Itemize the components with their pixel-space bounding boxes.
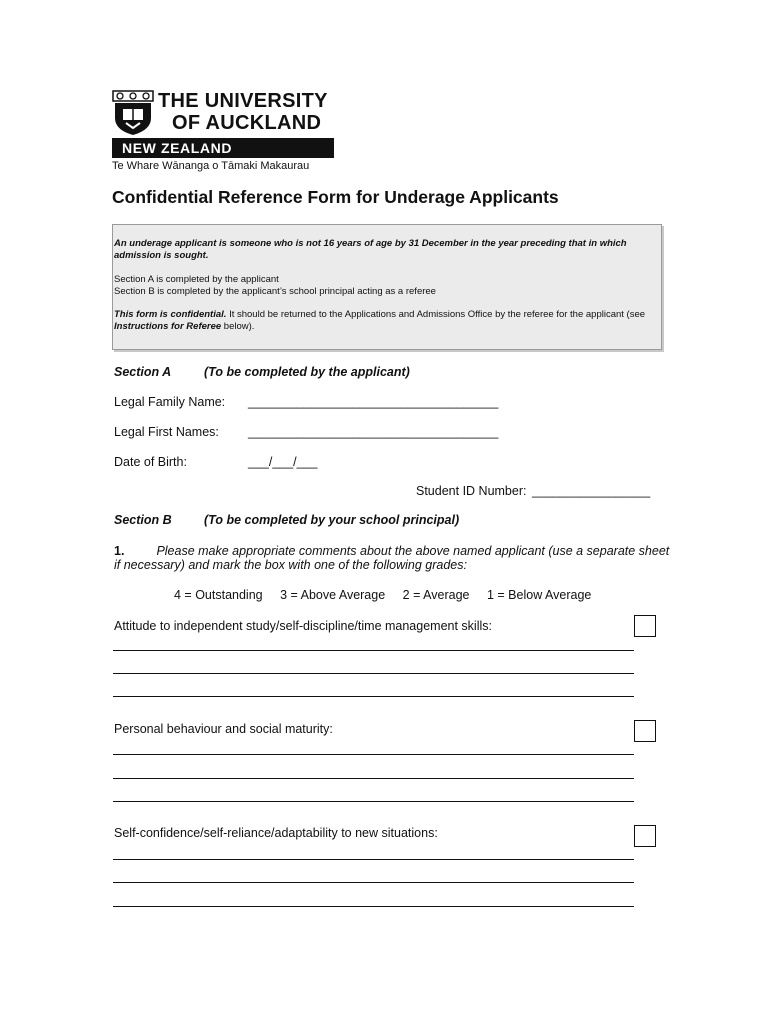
grade-3: 3 = Above Average	[280, 588, 386, 602]
student-id-field[interactable]: _________________	[532, 484, 651, 498]
comment-line[interactable]	[113, 650, 634, 651]
instructions-ref: Instructions for Referee	[114, 321, 222, 332]
item-behaviour-grade-box[interactable]	[634, 720, 656, 742]
item-attitude-label: Attitude to independent study/self-discipline/time management skills:	[114, 619, 492, 633]
section-b-description: (To be completed by your school principal)	[204, 513, 460, 527]
student-id-label: Student ID Number:	[416, 484, 527, 498]
first-names-label: Legal First Names:	[114, 425, 219, 439]
section-b-label: Section B	[114, 513, 172, 527]
comment-line[interactable]	[113, 859, 634, 860]
underage-definition: An underage applicant is someone who is not 16 years of age by 31 December in the year preceding that in which admission is sought.	[114, 238, 627, 261]
item-confidence-label: Self-confidence/self-reliance/adaptability to new situations:	[114, 826, 438, 840]
comment-line[interactable]	[113, 673, 634, 674]
family-name-field[interactable]: ____________________________________	[248, 395, 499, 409]
grade-1: 1 = Below Average	[486, 588, 592, 602]
comment-line[interactable]	[113, 778, 634, 779]
confidential-note	[114, 309, 660, 333]
section-notes	[114, 274, 660, 298]
question-1-number: 1.	[114, 544, 125, 558]
family-name-label: Legal Family Name:	[114, 395, 226, 409]
section-a-description: (To be completed by the applicant)	[204, 365, 410, 379]
university-logo	[112, 90, 344, 174]
dob-field[interactable]: ___/___/___	[248, 455, 318, 469]
logo-line-2: OF AUCKLAND	[172, 112, 322, 134]
comment-line[interactable]	[113, 906, 634, 907]
question-1-text: Please make appropriate comments about the above named applicant (use a separate sheet if necessary) and mark the box with one of the following grades:	[114, 544, 670, 572]
page-title: Confidential Reference Form for Underage Applicants	[112, 187, 559, 207]
logo-line-1: THE UNIVERSITY	[158, 90, 328, 112]
question-1	[114, 544, 674, 572]
section-a-note: Section A is completed by the applicant	[114, 274, 279, 285]
comment-line[interactable]	[113, 754, 634, 755]
grade-2: 2 = Average	[402, 588, 470, 602]
section-a-label: Section A	[114, 365, 172, 379]
first-names-field[interactable]: ____________________________________	[248, 425, 499, 439]
confidential-end: below).	[221, 321, 255, 332]
section-b-note: Section B is completed by the applicant’s school principal acting as a referee	[114, 286, 436, 297]
logo-tagline: Te Whare Wānanga o Tāmaki Makaurau	[112, 160, 310, 172]
comment-line[interactable]	[113, 801, 634, 802]
item-confidence-grade-box[interactable]	[634, 825, 656, 847]
comment-line[interactable]	[113, 882, 634, 883]
grade-4: 4 = Outstanding	[174, 588, 263, 602]
dob-label: Date of Birth:	[114, 455, 187, 469]
item-behaviour-label: Personal behaviour and social maturity:	[114, 722, 333, 736]
logo-country-bar: NEW ZEALAND	[112, 138, 334, 158]
confidential-text: It should be returned to the Applications and Admissions Office by the referee for the applicant (see	[226, 309, 646, 320]
confidential-bold: This form is confidential.	[114, 309, 227, 320]
grade-scale	[174, 588, 605, 602]
university-crest-icon	[112, 90, 154, 136]
comment-line[interactable]	[113, 696, 634, 697]
item-attitude-grade-box[interactable]	[634, 615, 656, 637]
